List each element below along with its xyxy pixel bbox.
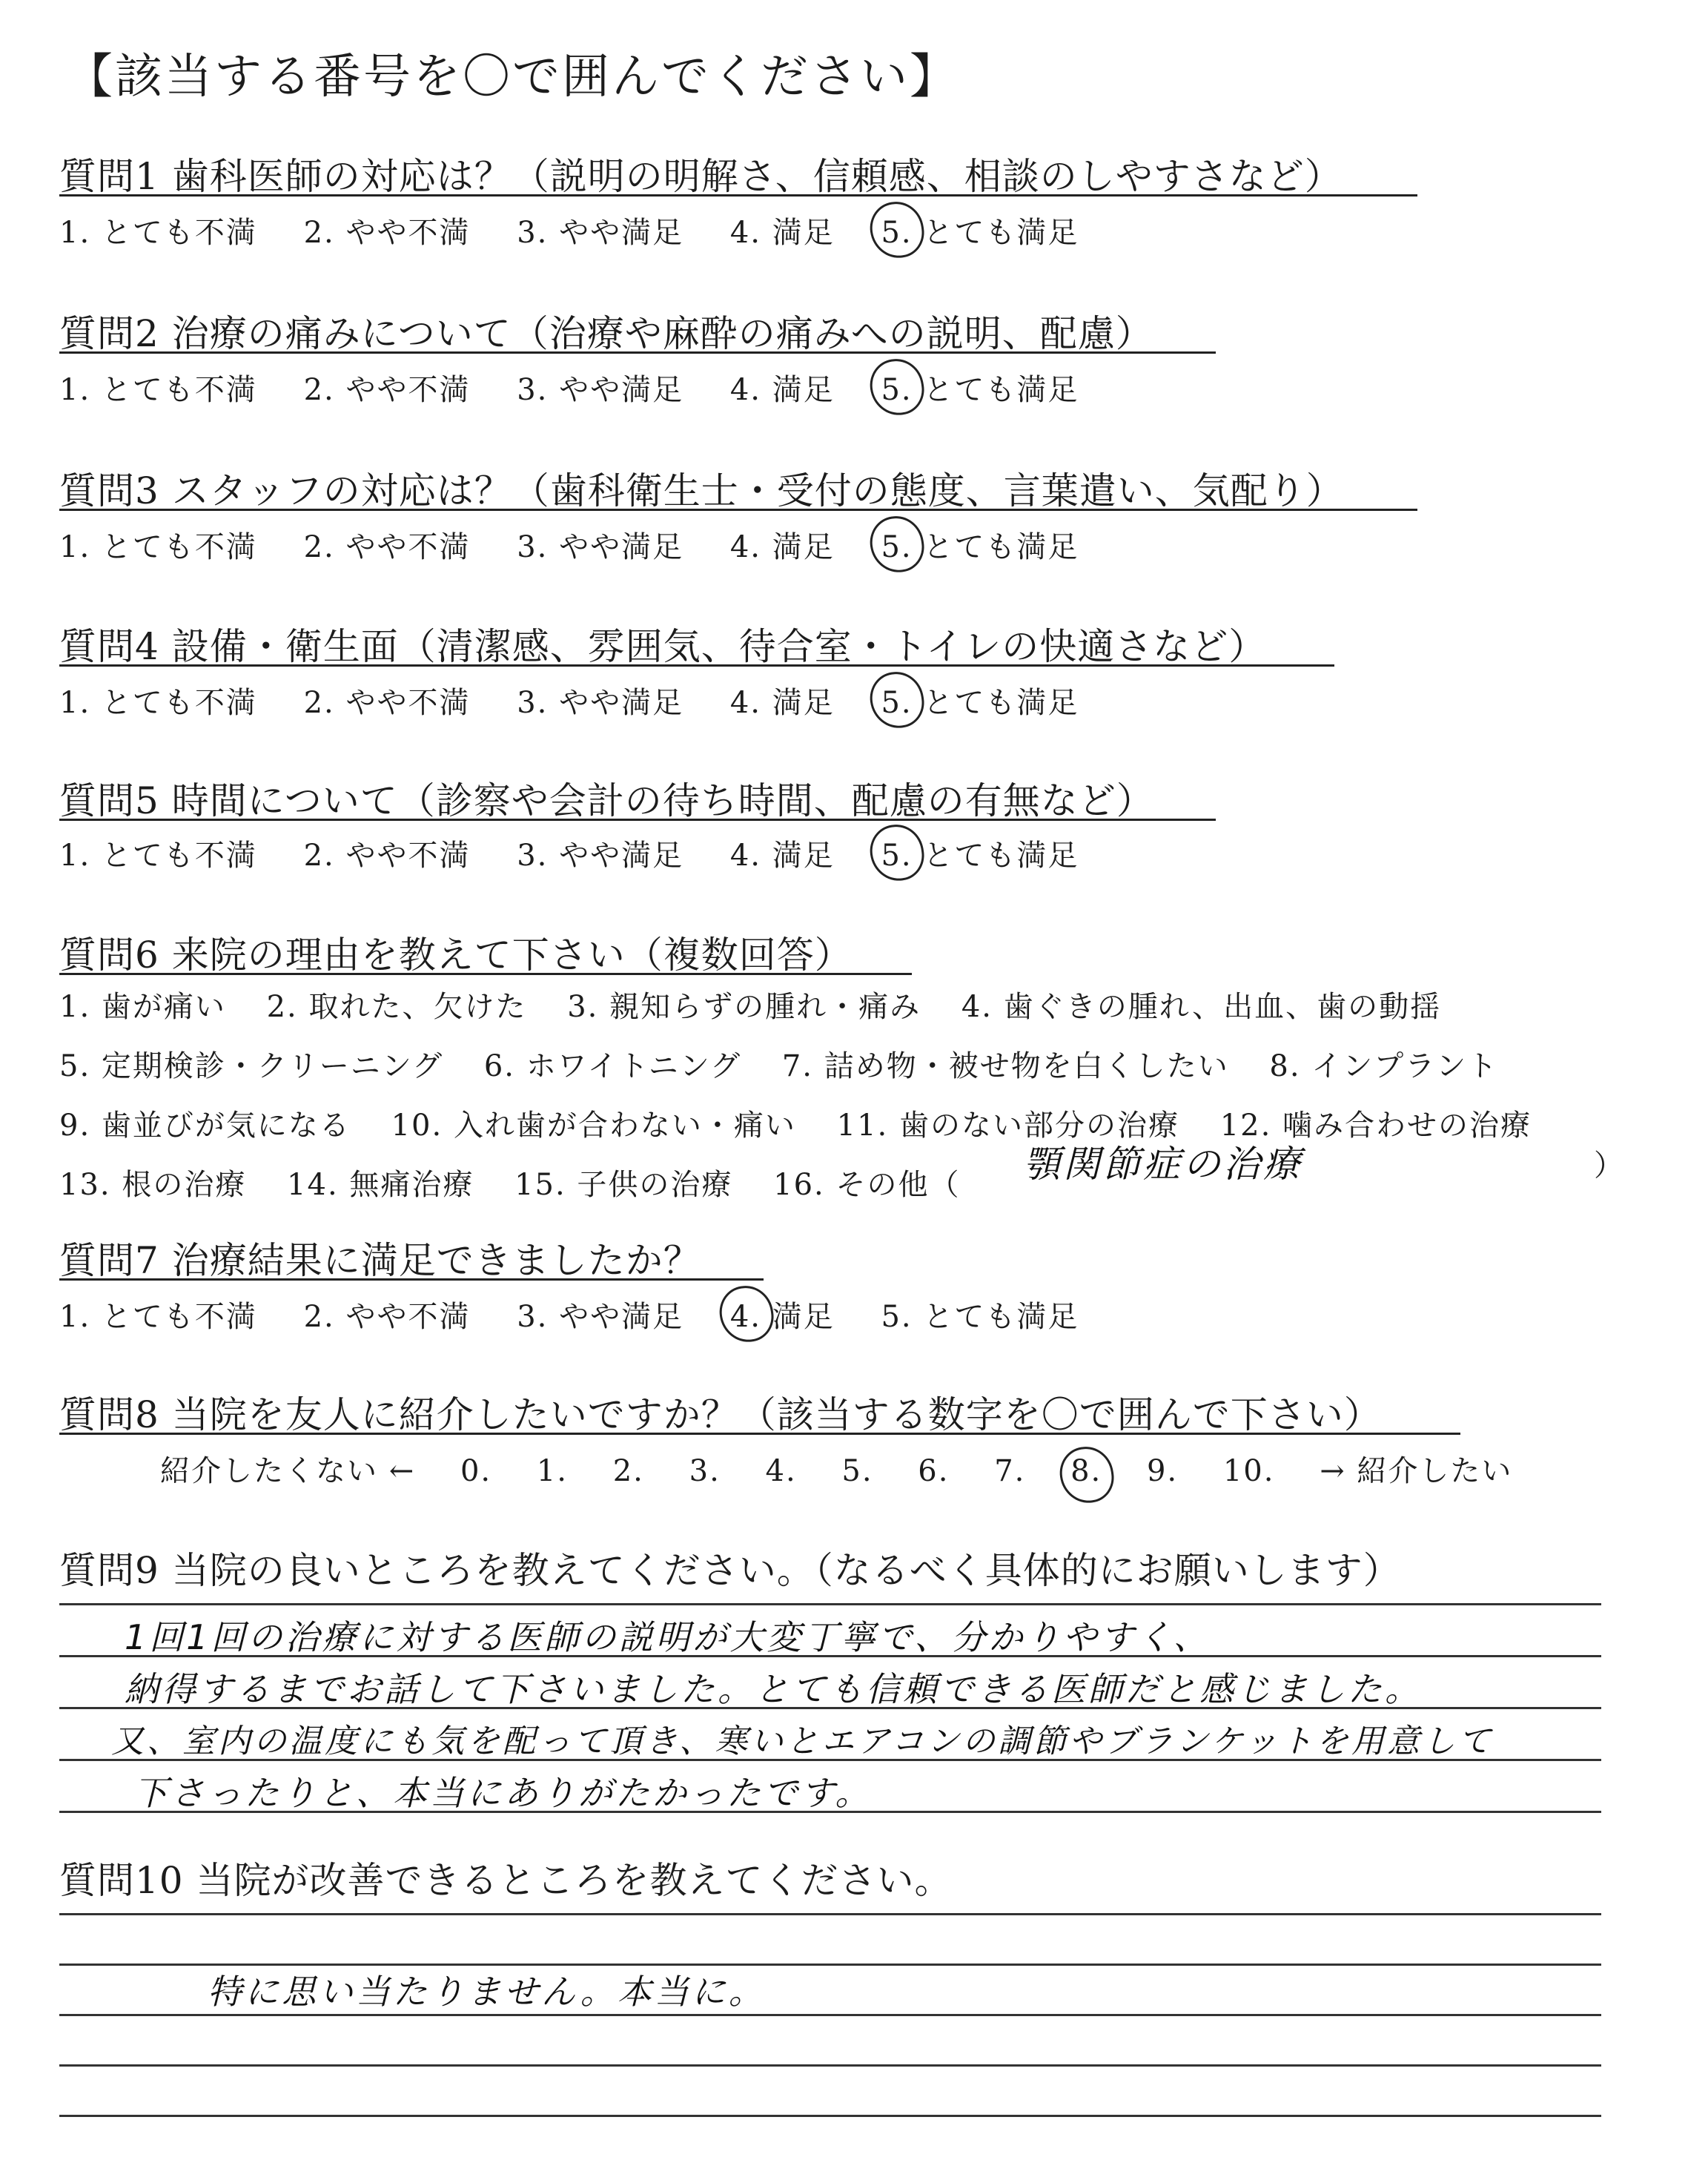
reason-11[interactable]: 11. 歯のない部分の治療 [836,1109,1179,1143]
reason-1[interactable]: 1. 歯が痛い [59,990,226,1024]
reason-14[interactable]: 14. 無痛治療 [287,1168,474,1202]
question-9-label: 質問9 当院の良いところを教えてください。（なるべく具体的にお願いします） [59,1549,1401,1592]
question-4-underline [59,664,1334,667]
scale-number-3[interactable]: 3. [689,1454,721,1488]
q1-option-4[interactable]: 4. 満足 [729,216,835,250]
reason-3[interactable]: 3. 親知らずの腫れ・痛み [567,990,921,1024]
reasons-row-1 [59,977,1561,1037]
q4-option-1[interactable]: 1. とても不満 [59,686,257,720]
q9-answer-line-1[interactable]: 1回1回の治療に対する医師の説明が大変丁寧で、分かりやすく、 [125,1617,1211,1657]
q5-option-1[interactable]: 1. とても不満 [59,839,257,873]
scale-number-0[interactable]: 0. [460,1454,492,1488]
answer-line [59,1913,1601,1915]
question-1-underline [59,194,1417,196]
scale-number-6[interactable]: 6. [918,1454,950,1488]
reasons-row-2 [59,1037,1561,1096]
q7-option-3[interactable]: 3. やや満足 [517,1300,684,1334]
reason-4[interactable]: 4. 歯ぐきの腫れ、出血、歯の動揺 [961,990,1442,1024]
reason-15[interactable]: 15. 子供の治療 [514,1168,733,1202]
q5-option-3[interactable]: 3. やや満足 [517,839,684,873]
question-2-underline [59,351,1216,354]
question-8-scale [160,1447,1546,1490]
question-6-reasons [59,977,1561,1215]
reason-7[interactable]: 7. 詰め物・被せ物を白くしたい [781,1049,1229,1083]
q2-option-1[interactable]: 1. とても不満 [59,373,257,407]
reason-10[interactable]: 10. 入れ歯が合わない・痛い [391,1109,796,1143]
q7-option-5[interactable]: 5. とても満足 [881,1300,1079,1334]
q7-option-2[interactable]: 2. やや不満 [303,1300,471,1334]
q9-answer-line-3[interactable]: 又、室内の温度にも気を配って頂き、寒いとエアコンの調節やブランケットを用意して [111,1723,1494,1760]
q4-option-2[interactable]: 2. やや不満 [303,686,471,720]
q5-option-5-circled[interactable]: 5. とても満足 [881,832,1079,874]
q3-option-4[interactable]: 4. 満足 [729,530,835,564]
q1-option-2[interactable]: 2. やや不満 [303,216,471,250]
reason-other-handwritten[interactable]: 顎関節症の治療 [1023,1143,1303,1186]
question-4-options [59,679,1114,721]
question-3-label: 質問3 スタッフの対応は？（歯科衛生士・受付の態度、言葉遣い、気配り） [59,469,1344,512]
scale-number-4[interactable]: 4. [765,1454,797,1488]
reason-16-other[interactable]: 16. その他（ [773,1168,961,1202]
q3-option-2[interactable]: 2. やや不満 [303,530,471,564]
question-8-label: 質問8 当院を友人に紹介したいですか？（該当する数字を〇で囲んで下さい） [59,1393,1382,1436]
question-6-underline [59,973,912,975]
q2-option-4[interactable]: 4. 満足 [729,373,835,407]
q9-answer-line-2[interactable]: 納得するまでお話して下さいました。とても信頼できる医師だと感じました。 [125,1669,1422,1709]
reason-8[interactable]: 8. インプラント [1269,1049,1499,1083]
q3-option-3[interactable]: 3. やや満足 [517,530,684,564]
question-3-options [59,524,1114,566]
question-5-label: 質問5 時間について（診察や会計の待ち時間、配慮の有無など） [59,779,1154,822]
question-2-options [59,366,1114,409]
question-7-underline [59,1278,764,1281]
reason-other-close-paren: ） [1594,1149,1623,1183]
scale-number-5[interactable]: 5. [841,1454,873,1488]
q2-option-3[interactable]: 3. やや満足 [517,373,684,407]
scale-number-8-circled[interactable]: 8. [1070,1454,1102,1488]
q1-option-3[interactable]: 3. やや満足 [517,216,684,250]
question-10-label: 質問10 当院が改善できるところを教えてください。 [59,1859,953,1902]
answer-line [59,1603,1601,1605]
q5-option-2[interactable]: 2. やや不満 [303,839,471,873]
q7-option-4-circled[interactable]: 4. 満足 [730,1293,835,1335]
reason-9[interactable]: 9. 歯並びが気になる [59,1109,351,1143]
reasons-row-4 [59,1155,1561,1215]
reason-5[interactable]: 5. 定期検診・クリーニング [59,1049,444,1083]
q4-option-5-circled[interactable]: 5. とても満足 [881,679,1079,721]
q1-option-5-circled[interactable]: 5. とても満足 [881,209,1079,251]
reason-6[interactable]: 6. ホワイトニング [483,1049,742,1083]
question-7-options [59,1293,1114,1335]
question-6-label: 質問6 来院の理由を教えて下さい（複数回答） [59,934,853,977]
q2-option-2[interactable]: 2. やや不満 [303,373,471,407]
question-5-options [59,832,1114,874]
q7-option-1[interactable]: 1. とても不満 [59,1300,257,1334]
q5-option-4[interactable]: 4. 満足 [729,839,835,873]
q4-option-3[interactable]: 3. やや満足 [517,686,684,720]
q9-answer-line-4[interactable]: 下さったりと、本当にありがたかったです。 [133,1773,873,1813]
question-1-label: 質問1 歯科医師の対応は？（説明の明解さ、信頼感、相談のしやすさなど） [59,155,1343,198]
scale-number-9[interactable]: 9. [1146,1454,1179,1488]
scale-number-10[interactable]: 10. [1222,1454,1275,1488]
scale-number-1[interactable]: 1. [536,1454,569,1488]
answer-line [59,2115,1601,2117]
question-2-label: 質問2 治療の痛みについて（治療や麻酔の痛みへの説明、配慮） [59,312,1153,355]
question-1-options [59,209,1114,251]
question-4-label: 質問4 設備・衛生面（清潔感、雰囲気、待合室・トイレの快適さなど） [59,625,1267,668]
page-title: 【該当する番号を〇で囲んでください】 [65,50,959,105]
question-7-label: 質問7 治療結果に満足できましたか？ [59,1239,701,1282]
scale-number-7[interactable]: 7. [994,1454,1026,1488]
question-5-underline [59,819,1216,821]
q3-option-1[interactable]: 1. とても不満 [59,530,257,564]
scale-right-label: → 紹介したい [1320,1454,1513,1488]
q4-option-4[interactable]: 4. 満足 [729,686,835,720]
q3-option-5-circled[interactable]: 5. とても満足 [881,524,1079,566]
reason-2[interactable]: 2. 取れた、欠けた [266,990,527,1024]
q2-option-5-circled[interactable]: 5. とても満足 [881,366,1079,409]
question-3-underline [59,509,1417,511]
scale-left-label: 紹介したくない ← [160,1454,416,1488]
reasons-row-3 [59,1096,1561,1155]
q10-answer[interactable]: 特に思い当たりません。本当に。 [208,1972,766,2012]
q1-option-1[interactable]: 1. とても不満 [59,216,257,250]
scale-number-2[interactable]: 2. [612,1454,644,1488]
reason-12[interactable]: 12. 噛み合わせの治療 [1219,1109,1532,1143]
answer-line [59,2064,1601,2067]
answer-line [59,2014,1601,2016]
reason-13[interactable]: 13. 根の治療 [59,1168,247,1202]
question-8-underline [59,1433,1460,1435]
